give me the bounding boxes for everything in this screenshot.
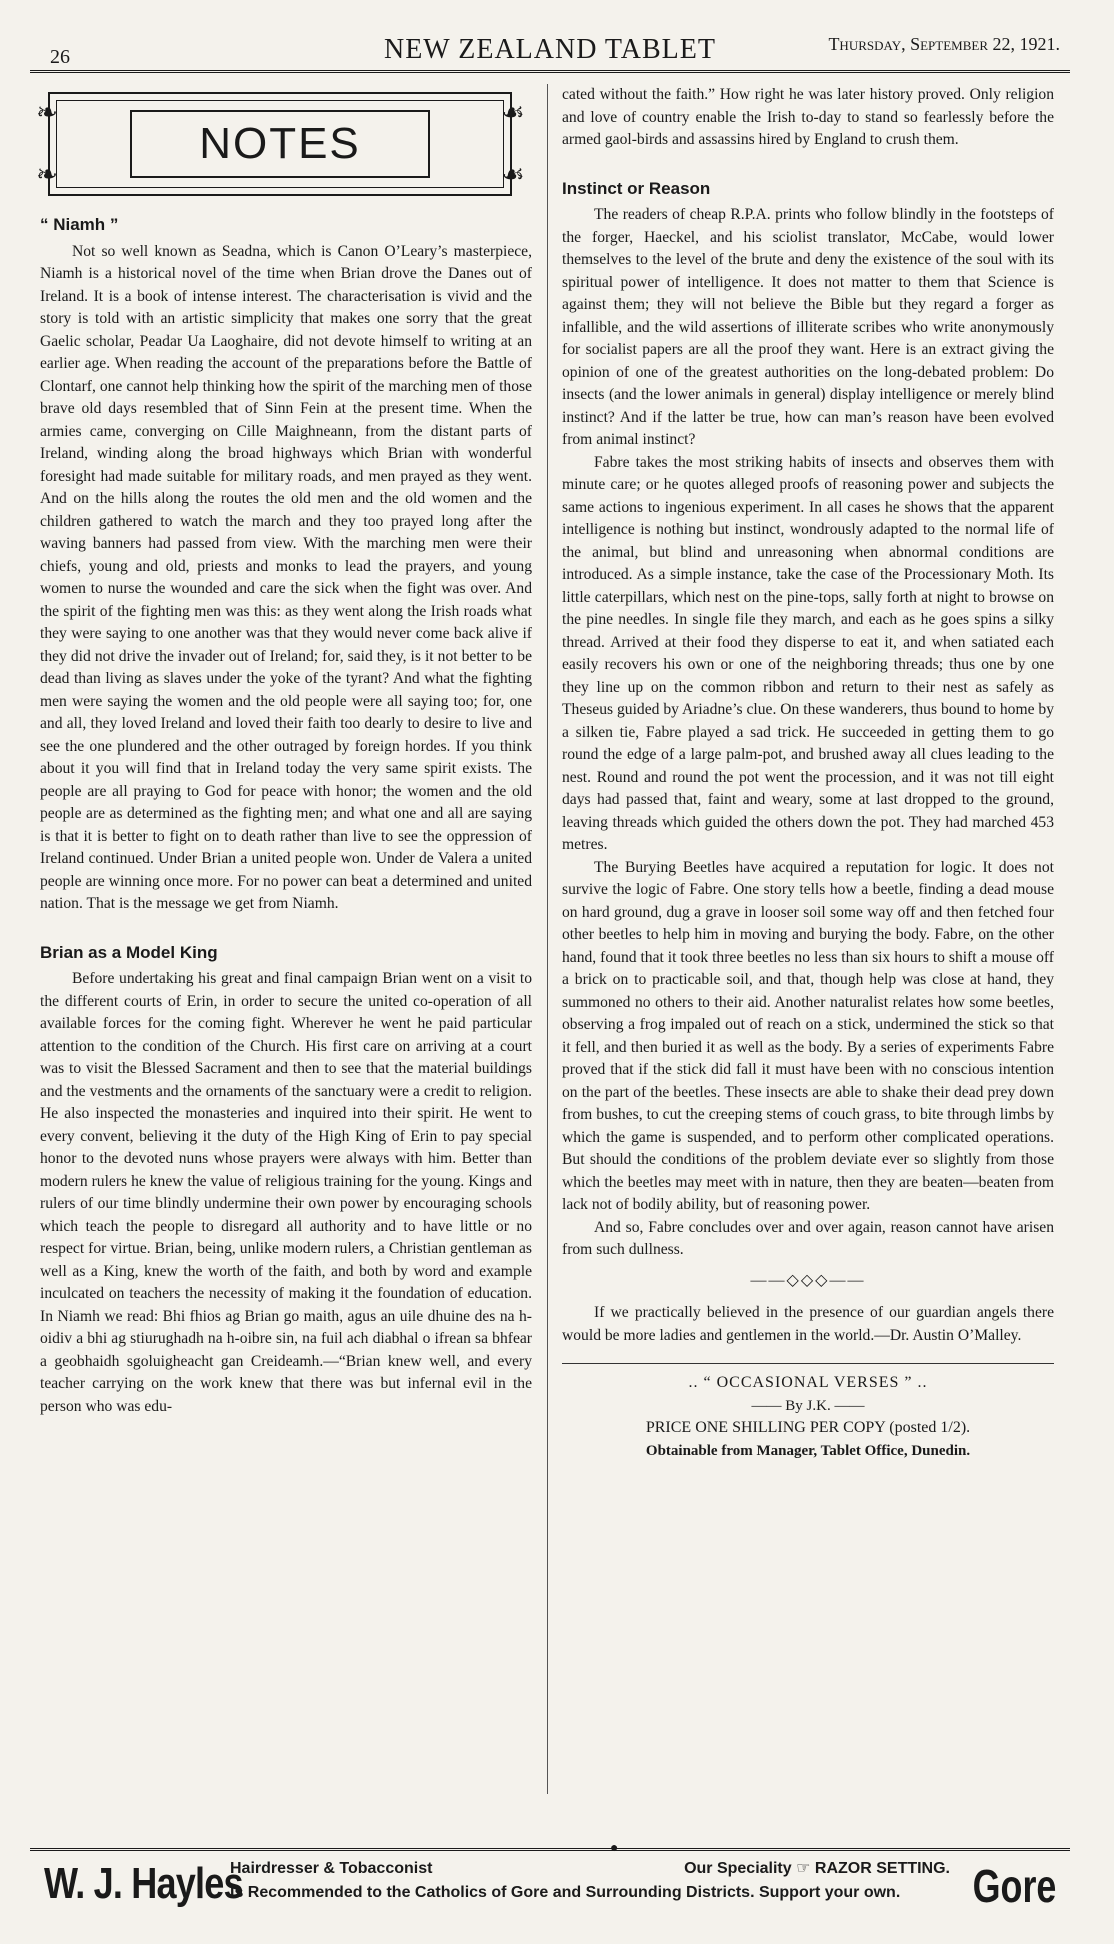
ornament-divider: ——◇◇◇—— [750,1271,866,1289]
angels-quote [562,1302,1054,1347]
footer-ad-text [230,1857,950,1905]
instinct-paragraph-1: The readers of cheap R.P.A. prints who follow blindly in the footsteps of the forger, Haeckel, and his sciolist translator, McCabe, would lower themselves to the level of the brute and deny the existence of the soul with its spiritual power of intelligence. It does not matter to them that Science is against them; they will not believe the Bible but they regard a forger as infallible, and the wild assertions of illiterate scribes who write anonymously for socialist papers are all the proof they want. Here is an extract giving the opinion of one of the greatest authorities on the long-debated problem: Do insects (and the lower animals in general) display intelligence or merely blind instinct? And if the latter be true, how can man’s reason have been evolved from animal instinct? [562,206,1054,448]
ad-price: PRICE ONE SHILLING PER COPY (posted 1/2). [645,1419,971,1436]
niamh-paragraph: Not so well known as Seadna, which is Canon O’Leary’s masterpiece, Niamh is a historical novel of the time when Brian drove the Danes out of Ireland. It is a book of intense interest. The characterisation is vivid and the story is told with an artistic simplicity that makes one sorry that the great Gaelic scholar, Peadar Ua Laoghaire, did not devote himself to writing at an earlier age. When reading the account of the preparations before the Battle of Clontarf, one cannot help thinking how the spirit of the marching men of those brave old days resembled that of Sinn Fein at the present time. When the armies came, converging on Cille Maighneann, from the distant parts of Ireland, winding along the broad highways which Brian with wonderful foresight had made suitable for military roads, and men prayed as they went. And on the hills along the routes the old men and the old women and the children gathered to watch the march and they too prayed long after the waving banners had passed from view. With the marching men were their chiefs, young and old, priests and monks to lead the prayers, and young women to nurse the wounded and care the sick when the fight was over. And the spirit of the fighting men was this: as they went along the Irish roads what they were saying to one another was that they would never come back alive if they did not drive the invader out of Ireland; for, said they, is it not better to be dead than living as slaves under the yoke of the tyrant? And what the fighting men were saying the women and the old people were all saying too; for, one and all, they loved Ireland and loved their faith too dearly to desire to live and see the one plundered and the other outraged by foreign hordes. If you think about it you will find that in Ireland today the very same spirit exists. The people are all praying to God for peace with honor; the women and the old people are as determined as the fighting men; and what one and all are saying is that it is better to fight on to death rather than live to see the oppression of Ireland continued. Under Brian a united people won. Under de Valera a united people are winning once more. For no power can beat a determined and united nation. That is the message we get from Niamh. [40,242,532,912]
section-heading-niamh: “ Niamh ” [40,215,119,234]
column-divider [547,84,548,1794]
occasional-verses-ad [562,1363,1054,1462]
page-header [30,20,1070,73]
scroll-ornament-icon: ❧ ❧ [36,98,58,189]
advertiser-speciality: Our Speciality ☞ RAZOR SETTING. [684,1860,950,1877]
advertiser-recommendation: Is Recommended to the Catholics of Gore and Surrounding Districts. Support your own. [230,1884,901,1901]
newspaper-page [30,20,1070,1920]
section-heading-brian: Brian as a Model King [40,942,218,962]
columns [30,84,1070,1804]
paper-title: NEW ZEALAND TABLET [383,34,716,65]
brian-paragraph: Before undertaking his great and final campaign Brian went on a visit to the different courts of Erin, in order to secure the united co-operation of all available forces for the coming fight. Wherever he went he paid particular attention to the condition of the Church. His first care on arriving at a court was to visit the Blessed Sacrament and then to see that the material buildings and the vestments and the ornaments of the sanctuary were a credit to religion. He also inspected the monasteries and inquired into their spirit. He went to every convent, believing it the duty of the High King of Erin to pay special honor to the devoted nuns whose prayers were always with him. Better than modern rulers he knew the value of religious training for the young. Kings and rulers of our time blindly undermine their own power by encouraging schools which teach the people to disregard all authority and to have little or no respect for virtue. Brian, being, unlike modern rulers, a Christian gentleman as well as a King, knew the worth of the faith, and both by word and example inculcated on teachers the necessity of making it the foundation of education. In Niamh we read: Bhi fhios ag Brian go maith, agus an uile dhuine des na h-oidiv a bhi ag stiurughadh na h-oibre sin, na fuil ach diabhal o ifrean sa bhfear a geobhaidh sgoluigheacht gan Creideamh.—“Brian knew well, and every teacher carrying on the work knew that there was but infernal evil in the person who was edu- [40,970,532,1415]
ad-obtain: Obtainable from Manager, Tablet Office, Dunedin. [645,1442,971,1459]
instinct-paragraph-3: The Burying Beetles have acquired a reputation for logic. It does not survive the logic of Fabre. One story tells how a beetle, finding a dead mouse on hard ground, dug a grave in looser soil some way off and then fetched four other beetles to help him in moving and burying the body. Fabre, on the other hand, found that it took three beetles no less than six hours to shift a mouse off a brick on to practicable soil, and that, though help was close at hand, they summoned no others to their aid. Another naturalist relates how some beetles, observing a frog impaled out of reach on a stick, undermined the stick so that it fell, and then buried it as well as the body. By a series of experiments Fabre proved that if the stick did fall it must have been with no conscious intention on the part of the beetles. These insects are able to shake their dead prey down from bushes, to cut the creeping stems of couch grass, to bite through limbs by which the game is suspended, and to perform other complicated operations. But should the conditions of the problem deviate ever so slightly from those which the beetles may meet with in nature, then they are beaten—beaten from lack not of bodily ability, but of reasoning power. [562,858,1054,1213]
notes-title: NOTES [130,110,430,178]
ad-title: .. “ OCCASIONAL VERSES ” .. [688,1374,928,1391]
advertiser-trade: Hairdresser & Tobacconist [230,1860,433,1877]
footer-advertisement [30,1841,1070,1919]
section-heading-instinct: Instinct or Reason [562,178,711,198]
scroll-ornament-icon: ☙ ☙ [501,98,525,189]
bullet-icon: ● [610,1841,619,1856]
continued-paragraph: cated without the faith.” How right he was later history proved. Only religion and love of country enable the Irish to-day to stand so fearlessly before the armed gaol-birds and assassins hired by England to crush them. [562,86,1054,148]
notes-banner [36,92,525,196]
angels-paragraph: If we practically believed in the presence of our guardian angels there would be more ladies and gentlemen in the world.—Dr. Austin O’Malley. [562,1304,1054,1344]
advertiser-name: W. J. Hayles [44,1859,243,1908]
left-column [36,84,532,1418]
issue-date: Thursday, September 22, 1921. [828,34,1060,54]
right-column [562,84,1054,1462]
instinct-paragraph-4: And so, Fabre concludes over and over again, reason cannot have arisen from such dullness. [562,1218,1054,1258]
instinct-paragraph-2: Fabre takes the most striking habits of insects and observes them with minute care; or he quotes alleged proofs of reasoning power and subjects the same actions to ingenious experiment. In all cases he shows that the apparent intelligence is nothing but instinct, wondrously adapted to the normal life of the animal, but blind and unreasoning when abnormal conditions are introduced. As a simple instance, take the case of the Processionary Moth. Its little caterpillars, which nest on the pine-tops, sally forth at night to browse on the pine needles. In single file they march, and each as he goes spins a silky thread. Arrived at their food they disperse to eat it, and when satiated each easily recovers his own or one of the neighboring threads; thus one by one they line up on the common ribbon and return to their nest as safely as Theseus guided by Ariadne’s clue. On these wanderers, thus bound to home by a silken tie, Fabre played a sad trick. He succeeded in getting them to go round the edge of a large palm-pot, and brushed away all clues leading to the nest. Round and round the pot went the procession, and it was not till eight days had passed that, faint and weary, some at last dropped to the ground, leaving threads which guided the others down the pot. They had marched 453 metres. [562,453,1054,853]
page-number: 26 [50,46,70,68]
advertiser-town: Gore [972,1860,1056,1912]
ad-author: —— By J.K. —— [751,1397,865,1414]
